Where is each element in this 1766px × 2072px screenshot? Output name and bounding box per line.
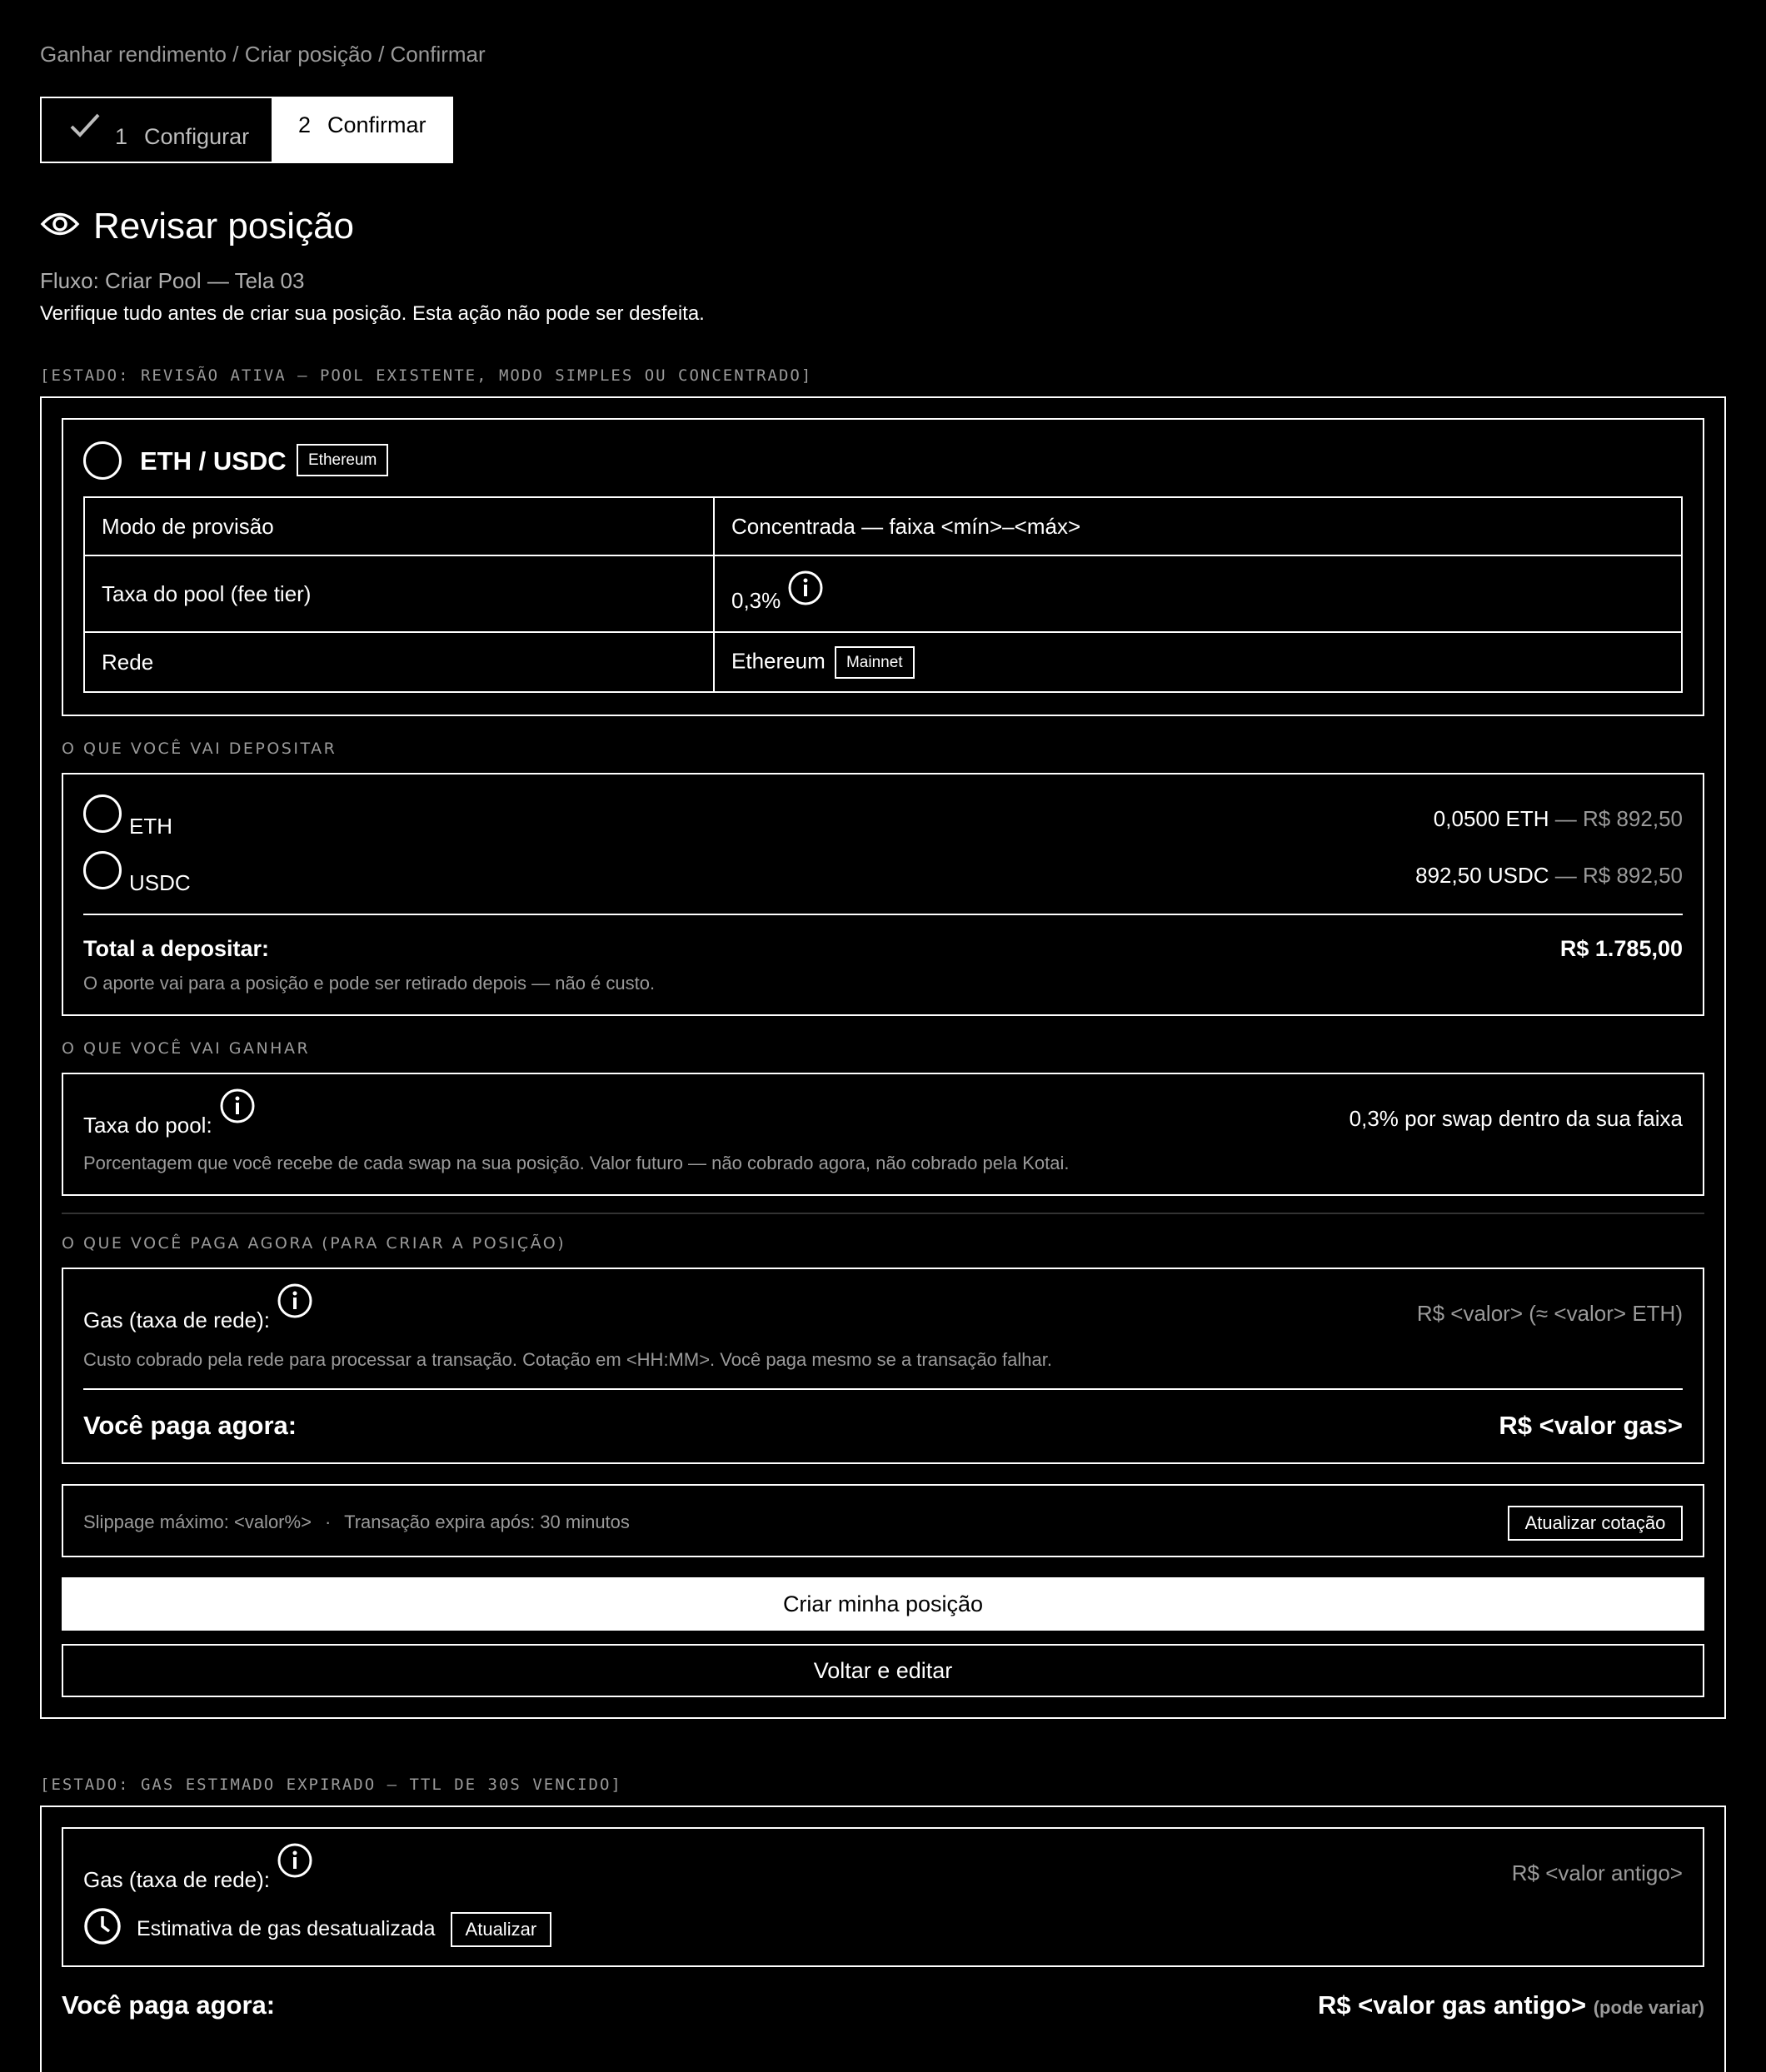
separator: · [325, 1512, 332, 1532]
step-confirmar[interactable] [273, 97, 453, 163]
pool-details-table [83, 496, 1683, 693]
token-symbol: ETH [129, 814, 172, 839]
token-symbol: USDC [129, 870, 191, 895]
row-value-cell [714, 555, 1682, 632]
gas-note: Custo cobrado pela rede para processar a transação. Cotação em <HH:MM>. Você paga mesmo se a transação falhar. [83, 1349, 1052, 1370]
row-value: Concentrada — faixa <mín>–<máx> [714, 497, 1682, 555]
gas-label: Gas (taxa de rede): [83, 1307, 270, 1332]
earn-value: 0,3% por swap dentro da sua faixa [1349, 1106, 1683, 1131]
row-label: Modo de provisão [84, 497, 714, 555]
step-number: 1 [115, 124, 128, 149]
info-icon[interactable] [787, 570, 824, 612]
mainnet-badge: Mainnet [835, 646, 915, 679]
row-value-cell [714, 632, 1682, 692]
token-circle-icon [83, 851, 122, 889]
earn-section-title: O QUE VOCÊ VAI GANHAR [62, 1039, 311, 1058]
gas-value: R$ <valor> (≈ <valor> ETH) [1416, 1301, 1683, 1326]
page-title-text: Revisar posição [93, 206, 355, 247]
row-label: Taxa do pool (fee tier) [84, 555, 714, 632]
settings-text [83, 1512, 630, 1533]
clock-icon [83, 1907, 122, 1951]
stale-text: Estimativa de gas desatualizada [137, 1917, 436, 1940]
step-number: 2 [298, 112, 312, 137]
eye-icon [40, 206, 93, 247]
expired-gas-label-row [83, 1852, 313, 1895]
deposit-note: O aporte vai para a posição e pode ser retirado depois — não é custo. [83, 973, 656, 994]
state-label-expired: [ESTADO: GAS ESTIMADO EXPIRADO — TTL DE 30S VENCIDO] [40, 1776, 622, 1794]
breadcrumb: Ganhar rendimento / Criar posição / Confirmar [40, 42, 486, 67]
table-row [84, 632, 1682, 692]
step-label: Confirmar [327, 112, 427, 137]
token-circle-icon [83, 441, 122, 480]
earn-note: Porcentagem que você recebe de cada swap na sua posição. Valor futuro — não cobrado agora, não cobrado pela Kotai. [83, 1153, 1070, 1173]
divider [83, 1388, 1683, 1390]
token-amount: 892,50 USDC [1415, 863, 1549, 888]
pay-total-label: Você paga agora: [83, 1411, 297, 1440]
info-icon[interactable] [219, 1088, 256, 1130]
deposit-total-label: Total a depositar: [83, 936, 270, 961]
divider [83, 914, 1683, 915]
deposit-total-value: R$ 1.785,00 [1559, 936, 1683, 961]
token-amount: 0,0500 ETH [1433, 806, 1549, 831]
page-subtitle: Verifique tudo antes de criar sua posição. Esta ação não pode ser desfeita. [40, 302, 705, 325]
pay-section-title: O QUE VOCÊ PAGA AGORA (PARA CRIAR A POSIÇÃO) [62, 1234, 566, 1253]
network-value: Ethereum [731, 647, 826, 673]
expiry-setting[interactable]: Transação expira após: 30 minutos [344, 1512, 630, 1532]
create-position-button[interactable]: Criar minha posição [62, 1577, 1704, 1631]
token-circle-icon [83, 794, 122, 833]
refresh-quote-button[interactable]: Atualizar cotação [1508, 1506, 1683, 1541]
info-icon[interactable] [277, 1842, 313, 1885]
fee-tier-value: 0,3% [731, 587, 781, 613]
expired-total-row [1318, 1990, 1704, 2020]
expired-total-note: (pode variar) [1593, 1997, 1704, 2018]
back-edit-button[interactable]: Voltar e editar [62, 1644, 1704, 1697]
expired-total-label: Você paga agora: [62, 1990, 276, 2020]
step-label: Configurar [144, 124, 250, 149]
update-gas-button[interactable]: Atualizar [451, 1912, 552, 1947]
expired-gas-value: R$ <valor antigo> [1511, 1860, 1683, 1885]
token-fiat: — R$ 892,50 [1554, 863, 1683, 888]
earn-label-row [83, 1098, 256, 1140]
gas-label-row [83, 1293, 313, 1335]
info-icon[interactable] [277, 1283, 313, 1325]
state-label-active: [ESTADO: REVISÃO ATIVA — POOL EXISTENTE, MODO SIMPLES OU CONCENTRADO] [40, 366, 813, 385]
gas-label: Gas (taxa de rede): [83, 1867, 270, 1892]
stepper [40, 97, 453, 165]
table-row [84, 497, 1682, 555]
token-fiat: — R$ 892,50 [1554, 806, 1683, 831]
network-badge: Ethereum [297, 444, 388, 476]
divider [62, 1213, 1704, 1214]
page-title [40, 200, 354, 253]
stale-row [83, 1907, 551, 1951]
table-row [84, 555, 1682, 632]
flow-label: Fluxo: Criar Pool — Tela 03 [40, 268, 305, 293]
row-label: Rede [84, 632, 714, 692]
deposit-section-title: O QUE VOCÊ VAI DEPOSITAR [62, 740, 337, 758]
expired-total-value: R$ <valor gas antigo> [1317, 1990, 1587, 2020]
pay-total-value: R$ <valor gas> [1499, 1411, 1683, 1440]
token-amount-row [1415, 863, 1683, 889]
token-amount-row [1434, 806, 1683, 832]
earn-card [62, 1073, 1704, 1196]
pool-pair: ETH / USDC [140, 446, 287, 476]
step-configurar[interactable] [40, 97, 273, 163]
earn-label: Taxa do pool: [83, 1113, 212, 1138]
check-icon [68, 112, 102, 146]
slippage-setting[interactable]: Slippage máximo: <valor%> [83, 1512, 312, 1532]
